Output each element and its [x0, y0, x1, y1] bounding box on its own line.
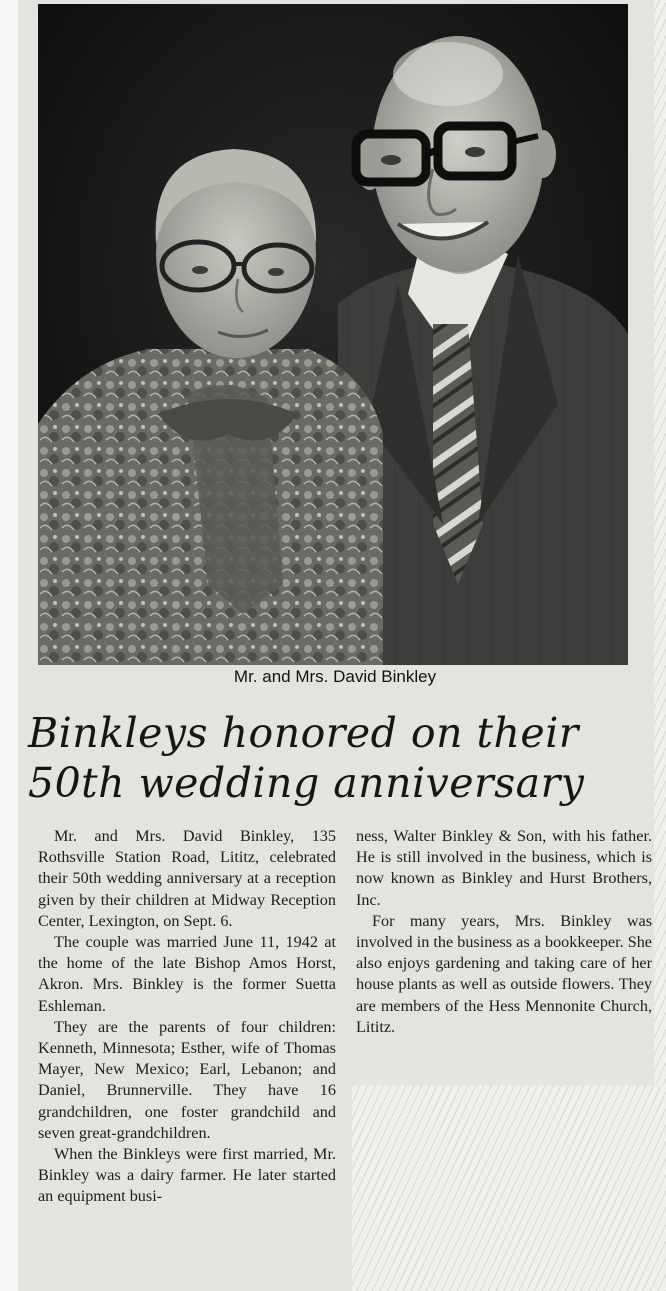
headline [28, 708, 648, 808]
couple-photo [38, 4, 628, 665]
article-paragraph: ness, Walter Binkley & Son, with his father. He is still involved in the business, which is now known as Binkley and Hurst Brothers, Inc. [356, 827, 652, 909]
article-paragraph: Mr. and Mrs. David Binkley, 135 Rothsville Station Road, Lititz, celebrated their 50th wedding anniversary at a reception given by their children at Midway Reception Center, Lexington, on Sept. 6. [38, 827, 336, 930]
scan-background-lower-right [352, 1085, 666, 1291]
article-column-right [356, 826, 652, 1038]
photo-caption: Mr. and Mrs. David Binkley [233, 667, 437, 686]
article-paragraph: They are the parents of four children: Kenneth, Minnesota; Esther, wife of Thomas Mayer, New Mexico; Earl, Lebanon; and Daniel, Brunnerville. They have 16 grandchildren, one foster grandchild and seven great-grandchildren. [38, 1017, 336, 1142]
scan-left-margin [0, 0, 18, 1291]
article-paragraph: The couple was married June 11, 1942 at the home of the late Bishop Amos Horst, Akron. Mrs. Binkley is the former Suetta Eshleman. [38, 933, 336, 1015]
article-column-left [38, 826, 336, 1208]
article-paragraph: For many years, Mrs. Binkley was involved in the business as a bookkeeper. She also enjoys gardening and taking care of her house plants as well as outside flowers. They are members of the Hess Mennonite Church, Lititz. [356, 911, 652, 1036]
headline-line-1: Binkleys honored on their [28, 709, 579, 757]
couple-photo-illustration [38, 4, 628, 665]
article-paragraph: When the Binkleys were first married, Mr. Binkley was a dairy farmer. He later started an equipment busi- [38, 1145, 336, 1206]
headline-line-2: 50th wedding anniversary [28, 759, 585, 807]
